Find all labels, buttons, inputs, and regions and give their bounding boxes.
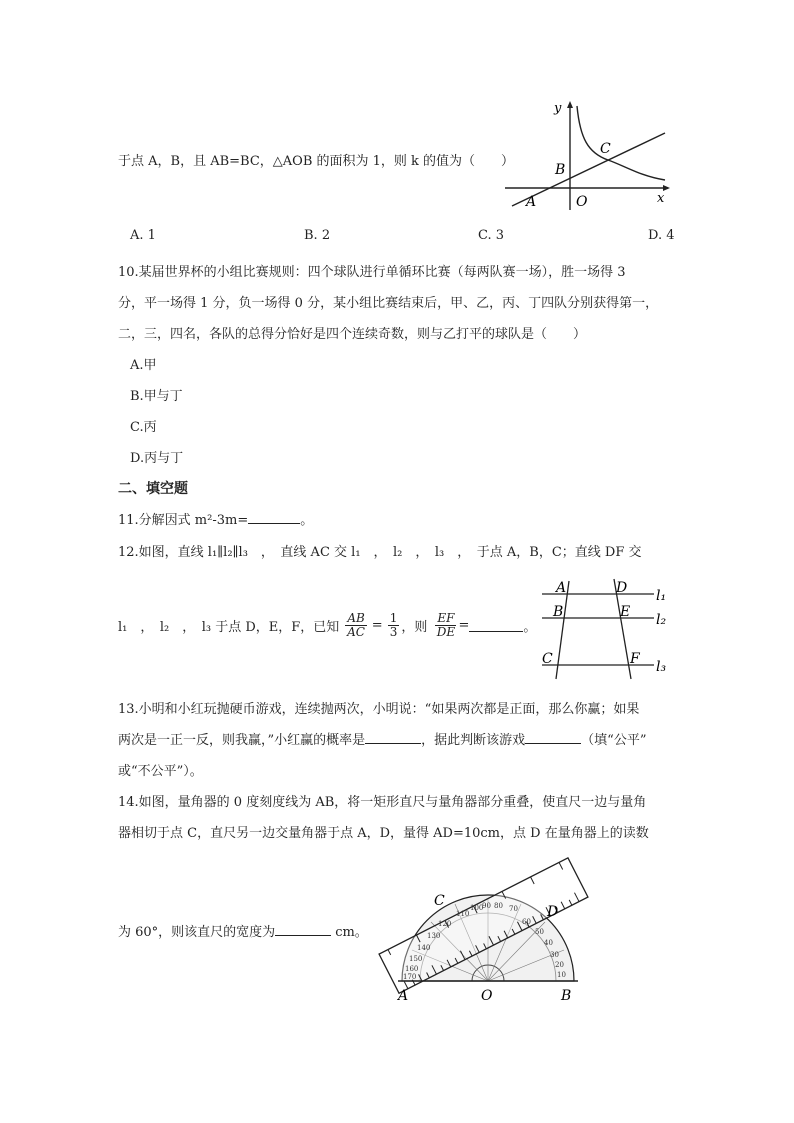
scale-label: 170	[403, 973, 417, 981]
point-f-label: F	[630, 651, 640, 667]
scale-label: 120	[438, 920, 452, 928]
line-l3-label: l₃	[656, 659, 667, 675]
point-d-label: D	[616, 580, 628, 596]
point-b-label: B	[555, 162, 566, 178]
point-c-label: C	[542, 651, 553, 667]
q9-option-b[interactable]: B. 2	[304, 228, 331, 243]
q14-line-3-text-a: 为 60°，则该直尺的宽度为	[118, 925, 276, 940]
point-a-label: A	[556, 580, 567, 596]
q12-line-1: 12.如图，直线 l₁∥l₂∥l₃ ， 直线 AC 交 l₁ ， l₂ ， l₃ ， 于点 A，B，C；直线 DF 交	[118, 545, 642, 560]
fraction-numerator: EF	[437, 611, 455, 625]
line-l2-label: l₂	[656, 612, 667, 628]
q12-mid-text: ，则	[401, 620, 428, 635]
q9-stem-tail: 于点 A，B，且 AB=BC，△AOB 的面积为 1，则 k 的值为（ ）	[118, 154, 515, 169]
point-b-label: B	[553, 604, 564, 620]
scale-label: 150	[409, 955, 423, 963]
hyperbola-line-figure	[500, 98, 675, 216]
q12-end: 。	[523, 620, 537, 635]
scale-label: 50	[535, 928, 544, 936]
q11-text: 11.分解因式 m²-3m=	[118, 513, 249, 528]
q13-probability-blank[interactable]	[365, 731, 421, 744]
x-axis-label: x	[657, 191, 665, 206]
parallel-lines-figure	[536, 575, 676, 681]
q10-option-a[interactable]: A.甲	[130, 358, 157, 373]
scale-label: 100	[470, 904, 484, 912]
line-l1-label: l₁	[656, 588, 667, 604]
point-o-label: O	[481, 988, 493, 1004]
q14-answer-blank[interactable]	[275, 923, 331, 936]
q14-line-2: 器相切于点 C，直尺另一边交量角器于点 A，D，量得 AD=10cm，点 D 在量角器上的读数	[118, 826, 649, 841]
scale-label: 30	[550, 951, 559, 959]
protractor-ruler-figure	[372, 850, 592, 1010]
q12-line-2-text: l₁ ， l₂ ， l₃ 于点 D，E，F，已知	[118, 620, 340, 635]
scale-label: 60	[522, 918, 531, 926]
q13-line-2	[118, 729, 646, 748]
scale-label: 80	[494, 902, 503, 910]
point-c-label: C	[434, 893, 445, 909]
point-a-label: A	[526, 194, 537, 210]
point-a-label: A	[398, 988, 409, 1004]
point-o-label: O	[576, 194, 588, 210]
q9-option-c[interactable]: C. 3	[478, 228, 505, 243]
q9-option-d[interactable]: D. 4	[648, 228, 675, 243]
q10-option-c[interactable]: C.丙	[130, 420, 157, 435]
point-e-label: E	[620, 604, 631, 620]
scale-label: 130	[427, 932, 441, 940]
q9-option-a[interactable]: A. 1	[130, 228, 156, 243]
scale-label: 160	[405, 965, 419, 973]
q12-answer-blank[interactable]	[469, 619, 523, 632]
fraction-one-third	[388, 612, 400, 639]
q11-answer-blank[interactable]	[248, 511, 300, 524]
fraction-ef-de	[435, 612, 456, 639]
scale-label: 20	[555, 961, 564, 969]
y-axis-label: y	[554, 101, 562, 116]
q10-option-d[interactable]: D.丙与丁	[130, 451, 184, 466]
q10-line-1: 10.某届世界杯的小组比赛规则：四个球队进行单循环比赛（每两队赛一场），胜一场得 3	[118, 265, 626, 280]
point-c-label: C	[600, 141, 611, 157]
q11-end: 。	[300, 513, 314, 528]
section-heading: 二、填空题	[118, 481, 188, 497]
scale-label: 110	[456, 910, 470, 918]
scale-label: 10	[557, 971, 566, 979]
scale-label: 40	[544, 939, 553, 947]
q13-line-2-text-a: 两次是一正一反，则我赢，”小红赢的概率是	[118, 733, 366, 748]
scale-label: 90	[482, 902, 491, 910]
q10-option-b[interactable]: B.甲与丁	[130, 389, 183, 404]
q14-line-3	[118, 921, 368, 940]
q10-line-2: 分，平一场得 1 分，负一场得 0 分，某小组比赛结束后，甲、乙，丙、丁四队分别获得第一，	[118, 296, 659, 311]
q14-line-3-text-b: cm。	[335, 925, 368, 940]
q11-line	[118, 509, 313, 528]
q14-line-1: 14.如图，量角器的 0 度刻度线为 AB，将一矩形直尺与量角器部分重叠，使直尺一边与量角	[118, 795, 647, 810]
q13-line-2-text-b: ，据此判断该游戏	[421, 733, 526, 748]
fraction-denominator: DE	[436, 625, 456, 639]
q13-line-3: 或“不公平”）。	[118, 764, 203, 779]
point-b-label: B	[561, 988, 572, 1004]
scale-label: 70	[509, 905, 518, 913]
fraction-denominator: 3	[389, 625, 398, 639]
q13-line-1: 13.小明和小红玩抛硬币游戏，连续抛两次，小明说：“如果两次都是正面，那么你赢；如果	[118, 702, 640, 717]
fraction-ab-ac	[345, 612, 366, 639]
fraction-denominator: AC	[347, 625, 365, 639]
q10-line-3: 二，三，四名，各队的总得分恰好是四个连续奇数，则与乙打平的球队是（ ）	[118, 327, 587, 342]
fraction-numerator: AB	[347, 611, 365, 625]
point-d-label: D	[547, 904, 559, 920]
q12-equals: =	[458, 618, 470, 633]
scale-label: 140	[417, 944, 431, 952]
fraction-numerator: 1	[389, 611, 398, 625]
q12-line-2	[118, 612, 536, 639]
q13-fairness-blank[interactable]	[525, 731, 581, 744]
equals-sign: =	[371, 618, 383, 633]
q13-line-2-text-c: （填“公平”	[581, 733, 647, 748]
